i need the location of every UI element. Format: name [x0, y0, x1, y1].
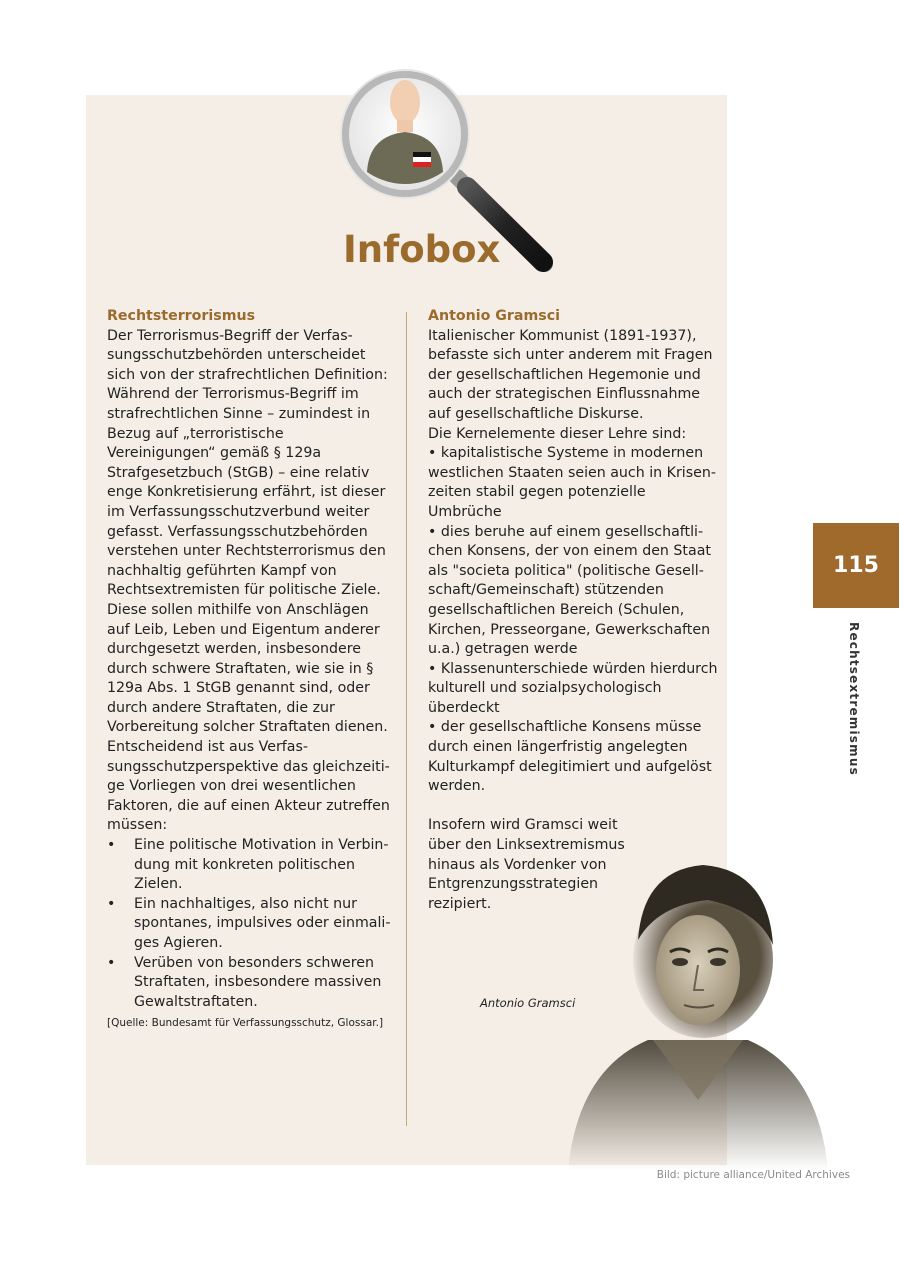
point-item: • kapitalistische Systeme in modernen westlichen Staaten seien auch in Krisenzeiten stabil gegen potenzielle Umbrüche: [428, 445, 716, 520]
left-column: [107, 307, 392, 1012]
page-number-badge: [813, 523, 899, 608]
portrait-photo: [558, 840, 838, 1170]
list-item: • Ein nachhaltiges, also nicht nur spontanes, impulsives oder einmaliges Agieren.: [107, 895, 392, 954]
source-note: [Quelle: Bundesamt für Verfassungsschutz, Glossar.]: [107, 1017, 384, 1029]
left-body: Der Terrorismus-Begriff der Verfassungsschutzbehörden unterscheidet sich von der strafrechtlichen Definition: Während der Terrorismus-Begriff im strafrechtlichen Sinne – zumindest in Bezug auf „terroristische Vereinigungen“ gemäß § 129a Strafgesetzbuch (StGB) – eine relativ enge Konkretisierung erfährt, ist dieser im Verfassungsschutzverbund weiter gefasst. Verfassungsschutzbehörden verstehen unter Rechtsterrorismus den nachhaltig geführten Kampf von Rechtsextremisten für politische Ziele. Diese sollen mithilfe von Anschlägen auf Leib, Leben und Eigentum anderer durchgesetzt werden, insbesondere durch schwere Straftaten, wie sie in § 129a Abs. 1 StGB genannt sind, oder durch andere Straftaten, die zur Vorbereitung solcher Straftaten dienen. Entscheidend ist aus Verfassungsschutzperspektive das gleichzeitige Vorliegen von drei wesentlichen Faktoren, die auf einen Akteur zutreffen müssen:: [107, 327, 390, 834]
list-item: • Verüben von besonders schweren Straftaten, insbesondere massiven Gewaltstraftaten.: [107, 954, 392, 1013]
criteria-list: [107, 836, 392, 1012]
point-item: • der gesellschaftliche Konsens müsse durch einen längerfristig angelegten Kulturkampf delegitimiert und aufgelöst werden.: [428, 719, 712, 795]
right-lead: Die Kernelemente dieser Lehre sind:: [428, 425, 687, 442]
list-item: • Eine politische Motivation in Verbindung mit konkreten politischen Zielen.: [107, 836, 392, 895]
point-item: • Klassenunterschiede würden hierdurch kulturell und sozialpsychologisch überdeckt: [428, 660, 718, 716]
left-heading: Rechtsterrorismus: [107, 308, 256, 324]
photo-credit: Bild: picture alliance/United Archives: [656, 1169, 850, 1181]
page-number: 115: [833, 553, 879, 578]
point-item: • dies beruhe auf einem gesellschaftlichen Konsens, der von einem den Staat als "societa politica" (politische Gesellschaft/Gemeinschaft) stützenden gesellschaftlichen Bereich (Schulen, Kirchen, Presseorgane, Gewerkschaften u.a.) getragen werde: [428, 523, 711, 658]
right-intro: Italienischer Kommunist (1891-1937), befasste sich unter anderem mit Fragen der gesellschaftlichen Hegemonie und auch der strategischen Einflussnahme auf gesellschaftliche Diskurse.: [428, 327, 713, 422]
section-side-label: Rechtsextremismus: [847, 622, 861, 776]
right-column: [428, 307, 718, 914]
right-closing: Insofern wird Gramsci weit über den Linksextremismus hinaus als Vordenker von Entgrenzungsstrategien rezipiert.: [428, 817, 625, 912]
page-title: Infobox: [343, 228, 501, 271]
column-divider: [406, 312, 407, 1126]
photo-caption: Antonio Gramsci: [480, 996, 576, 1010]
right-heading: Antonio Gramsci: [428, 308, 560, 324]
